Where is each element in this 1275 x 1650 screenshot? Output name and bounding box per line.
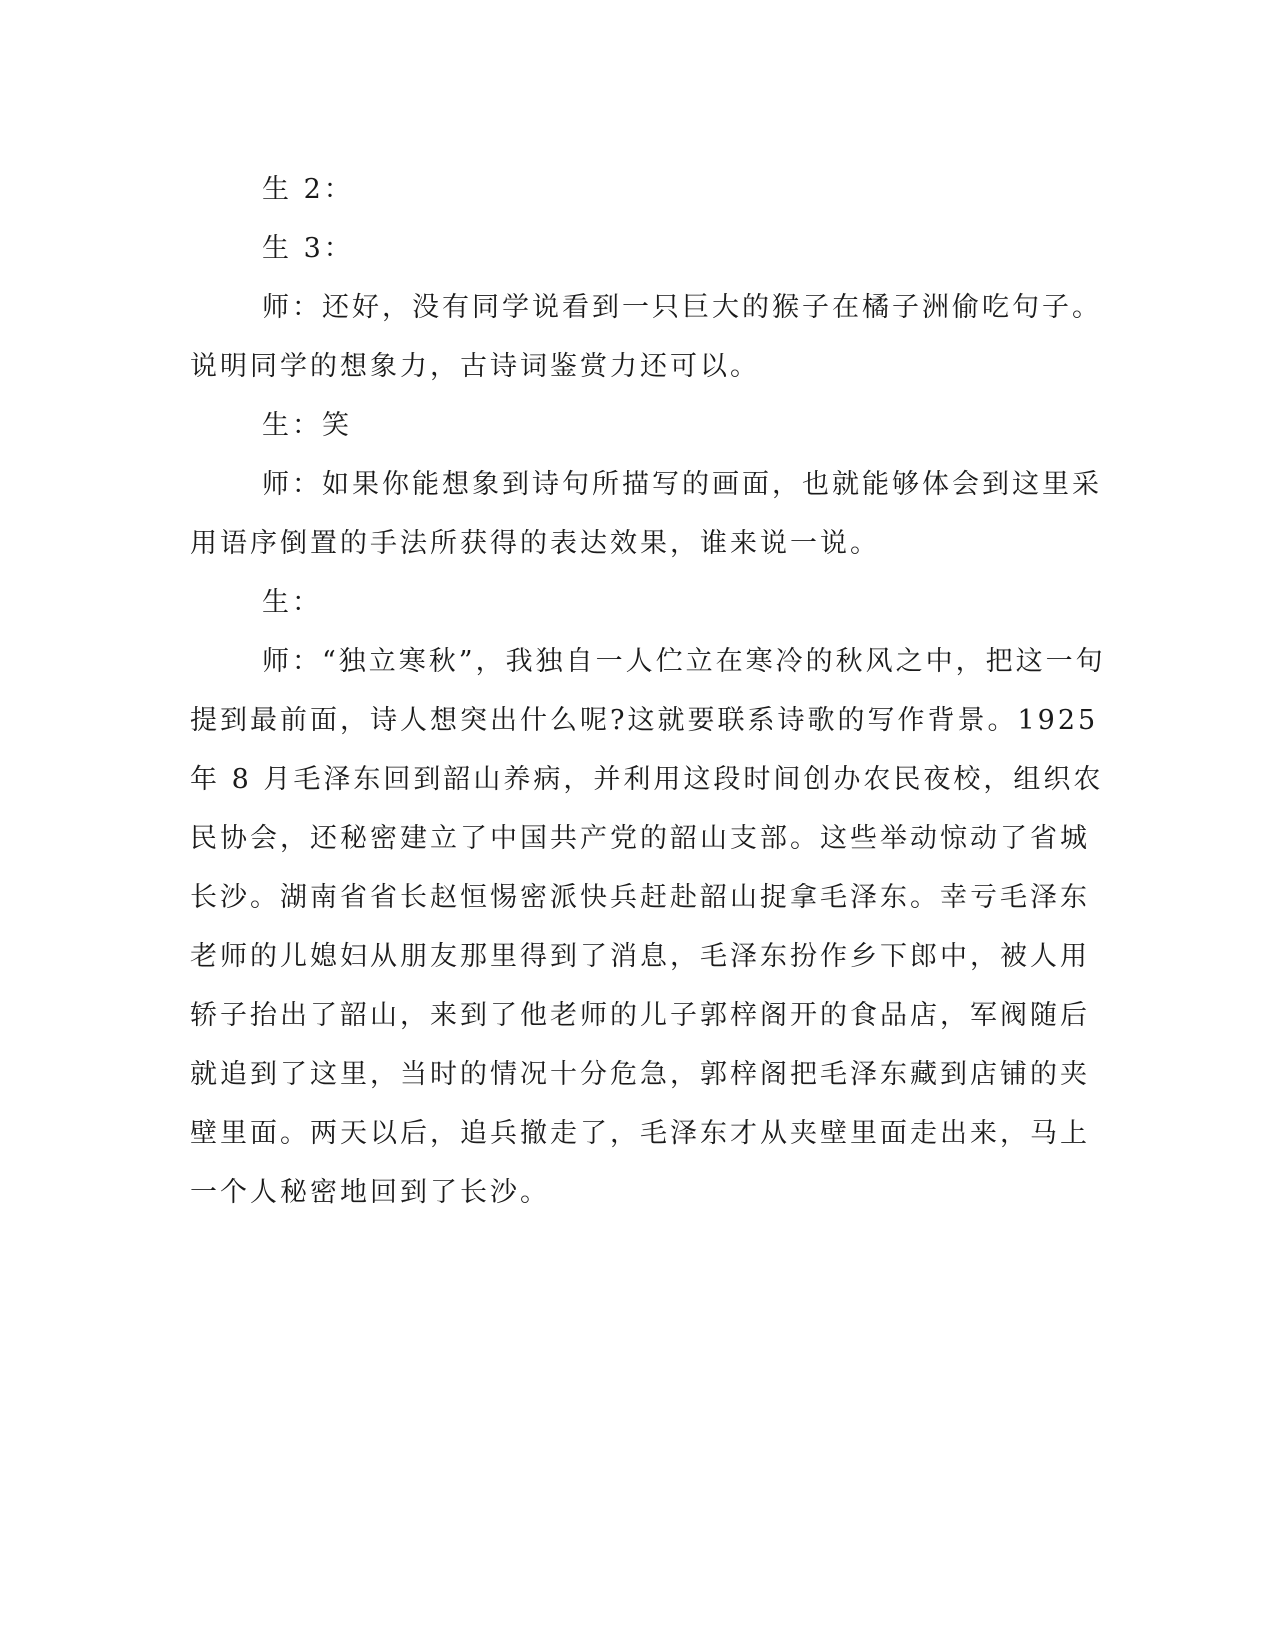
student-2-line: 生 2：	[262, 174, 354, 205]
teacher-paragraph-1-line-1: 师：还好，没有同学说看到一只巨大的猴子在橘子洲偷吃句子。	[262, 292, 1102, 323]
teacher-paragraph-3-line-5: 长沙。湖南省省长赵恒惕密派快兵赶赴韶山捉拿毛泽东。幸亏毛泽东	[190, 882, 1090, 913]
teacher-paragraph-2-line-2: 用语序倒置的手法所获得的表达效果，谁来说一说。	[190, 528, 880, 559]
teacher-paragraph-3-line-6: 老师的儿媳妇从朋友那里得到了消息，毛泽东扮作乡下郎中，被人用	[190, 941, 1090, 972]
teacher-paragraph-3-line-7: 轿子抬出了韶山，来到了他老师的儿子郭梓阁开的食品店，军阀随后	[190, 1000, 1090, 1031]
teacher-paragraph-1-line-2: 说明同学的想象力，古诗词鉴赏力还可以。	[190, 351, 760, 382]
teacher-paragraph-3-line-4: 民协会，还秘密建立了中国共产党的韶山支部。这些举动惊动了省城	[190, 823, 1090, 854]
teacher-paragraph-3-line-2: 提到最前面，诗人想突出什么呢?这就要联系诗歌的写作背景。1925	[190, 705, 1099, 736]
teacher-paragraph-3-line-1: 师：“独立寒秋”，我独自一人伫立在寒冷的秋风之中，把这一句	[262, 646, 1106, 677]
teacher-paragraph-3-line-10: 一个人秘密地回到了长沙。	[190, 1177, 550, 1208]
teacher-paragraph-2-line-1: 师：如果你能想象到诗句所描写的画面，也就能够体会到这里采	[262, 469, 1102, 500]
teacher-paragraph-3-line-8: 就追到了这里，当时的情况十分危急，郭梓阁把毛泽东藏到店铺的夹	[190, 1059, 1090, 1090]
student-blank-line: 生：	[262, 587, 322, 618]
student-laugh-line: 生：笑	[262, 410, 352, 441]
teacher-paragraph-3-line-3: 年 8 月毛泽东回到韶山养病，并利用这段时间创办农民夜校，组织农	[190, 764, 1104, 795]
teacher-paragraph-3-line-9: 壁里面。两天以后，追兵撤走了，毛泽东才从夹壁里面走出来，马上	[190, 1118, 1090, 1149]
student-3-line: 生 3：	[262, 233, 354, 264]
